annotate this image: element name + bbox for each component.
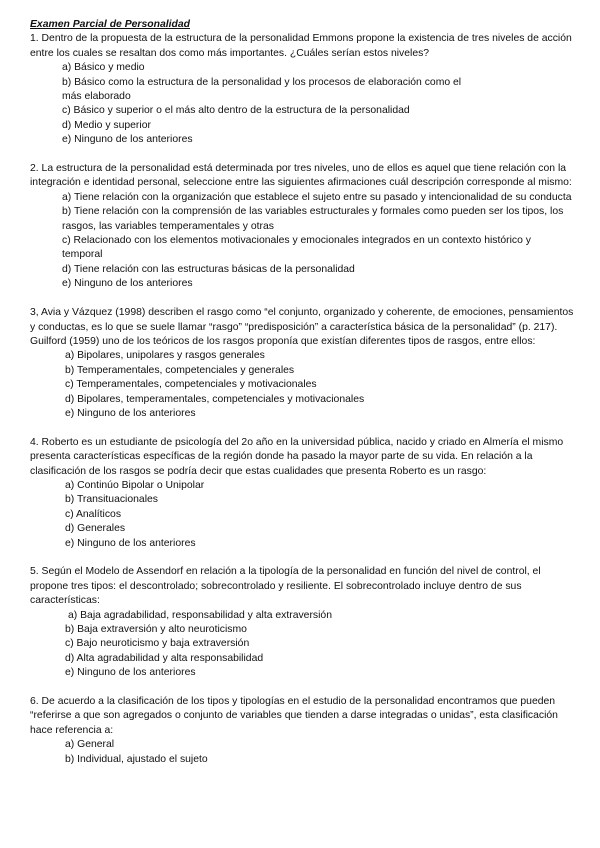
question-4 (30, 436, 574, 551)
option-d: d) Tiene relación con las estructuras básicas de la personalidad (62, 263, 355, 275)
question-stem: 6. De acuerdo a la clasificación de los tipos y tipologías en el estudio de la personalidad encontramos que pueden “referirse a que son agregados o conjunto de variables que tienden a darse integradas o unidas”, esta clasificación hace referencia a: (30, 696, 558, 736)
option-b: b) Individual, ajustado el sujeto (65, 753, 208, 765)
option-list (30, 479, 574, 551)
option-d: d) Generales (65, 523, 126, 535)
option-list (30, 61, 574, 147)
question-3 (30, 306, 574, 421)
question-stem: 5. Según el Modelo de Assendorf en relación a la tipología de la personalidad en función del nivel de control, el propone tres tipos: el descontrolado; sobrecontrolado y resiliente. El sobrecontrolado incluye dentro de sus características: (30, 566, 541, 607)
option-c: c) Bajo neuroticismo y baja extraversión (65, 638, 250, 650)
question-2 (30, 162, 574, 292)
option-list (30, 349, 574, 421)
option-b: b) Baja extraversión y alto neuroticismo (65, 624, 247, 635)
option-a: a) General (65, 739, 115, 751)
option-e: e) Ninguno de los anteriores (65, 537, 196, 549)
option-c: c) Relacionado con los elementos motivacionales y emocionales integrados en un contexto histórico y temporal (62, 235, 531, 261)
option-d: d) Bipolares, temperamentales, competenciales y motivacionales (65, 393, 365, 405)
option-a: a) Básico y medio (62, 62, 145, 74)
option-d: d) Alta agradabilidad y alta responsabilidad (65, 652, 264, 664)
option-e: e) Ninguno de los anteriores (62, 278, 193, 290)
question-stem: 1. Dentro de la propuesta de la estructura de la personalidad Emmons propone la existencia de tres niveles de acción entre los cuales se resaltan dos como más importantes. ¿Cuáles serían estos niveles? (30, 33, 572, 59)
option-c: c) Temperamentales, competenciales y motivacionales (65, 379, 317, 391)
question-5 (30, 565, 574, 680)
question-stem: 2. La estructura de la personalidad está determinada por tres niveles, uno de ellos es aquel que tiene relación con la integración e identidad personal, seleccione entre las siguientes afirmaciones cuál descripción corresponde al mismo: (30, 163, 572, 189)
option-list (30, 609, 574, 681)
exam-title: Examen Parcial de Personalidad (30, 19, 190, 30)
option-list (30, 191, 574, 292)
question-stem: 4. Roberto es un estudiante de psicología del 2o año en la universidad pública, nacido y criado en Almería el mismo presenta características específicas de la región donde ha pasado la mayor parte de su vida. En relación a la clasificación de los rasgos se podría decir que estas cualidades que presenta Roberto es un rasgo: (30, 436, 564, 477)
option-b: b) Transituacionales (65, 494, 158, 506)
question-6 (30, 695, 574, 767)
option-b: b) Tiene relación con la comprensión de las variables estructurales y formales como pueden ser los tipos, los rasgos, las variables temperamentales y otras (62, 206, 564, 232)
option-a: a) Continúo Bipolar o Unipolar (65, 479, 205, 491)
question-1 (30, 32, 574, 147)
option-b: b) Básico como la estructura de la personalidad y los procesos de elaboración como el más elaborado (62, 76, 462, 103)
option-list (30, 738, 574, 767)
option-e: e) Ninguno de los anteriores (62, 134, 193, 146)
option-e: e) Ninguno de los anteriores (65, 407, 196, 419)
option-c: c) Básico y superior o el más alto dentro de la estructura de la personalidad (62, 105, 410, 117)
option-a: a) Baja agradabilidad, responsabilidad y alta extraversión (68, 609, 332, 621)
question-stem: 3, Avia y Vázquez (1998) describen el rasgo como “el conjunto, organizado y coherente, de emociones, pensamientos y conductas, es lo que se suele llamar “rasgo” “predisposición” a característica básica de la personalidad” (p. 217). Guilford (1959) uno de los teóricos de los rasgos proponía que existían diferentes tipos de rasgos, entre ellos: (30, 307, 574, 347)
option-a: a) Tiene relación con la organización que establece el sujeto entre su pasado y intencionalidad de su conducta (62, 191, 572, 203)
option-a: a) Bipolares, unipolares y rasgos generales (65, 350, 265, 362)
option-e: e) Ninguno de los anteriores (65, 667, 196, 679)
option-b: b) Temperamentales, competenciales y generales (65, 364, 295, 376)
option-c: c) Analíticos (65, 508, 122, 520)
option-d: d) Medio y superior (62, 119, 151, 131)
